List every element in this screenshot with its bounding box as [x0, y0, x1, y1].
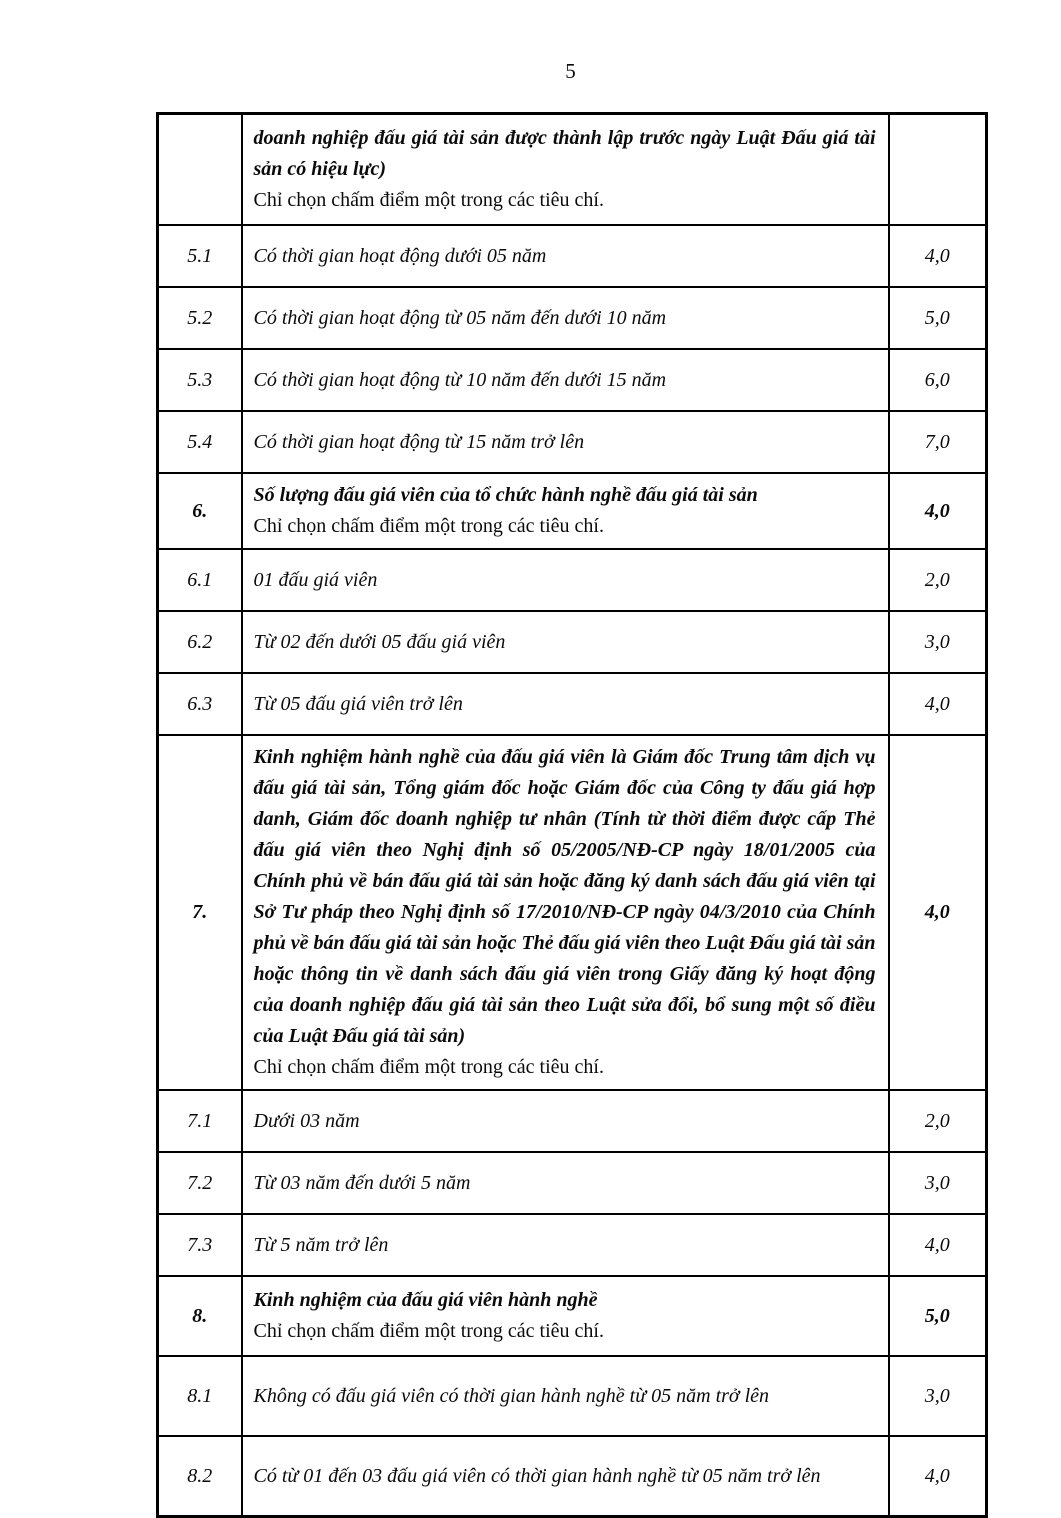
- row-score-cell: 4,0: [889, 735, 987, 1090]
- row-number-cell: 5.3: [158, 349, 242, 411]
- page-number: 5: [565, 59, 576, 83]
- row-number-cell: 7.2: [158, 1152, 242, 1214]
- row-desc-cell: [242, 114, 889, 226]
- row-criterion-text: Từ 05 đấu giá viên trở lên: [253, 692, 463, 715]
- table-row: [158, 1356, 987, 1436]
- table-row: [158, 114, 987, 226]
- row-number-cell: 6.: [158, 473, 242, 549]
- row-title: Kinh nghiệm hành nghề của đấu giá viên là Giám đốc Trung tâm dịch vụ đấu giá tài sản, Tổng giám đốc hoặc Giám đốc của Công ty đấu giá hợp danh, Giám đốc doanh nghiệp tư nhân (Tính từ thời điểm được cấp Thẻ đấu giá viên theo Nghị định số 05/2005/NĐ-CP ngày 18/01/2005 của Chính phủ về bán đấu giá tài sản hoặc đăng ký danh sách đấu giá viên tại Sở Tư pháp theo Nghị định số 17/2010/NĐ-CP ngày 04/3/2010 của Chính phủ về bán đấu giá tài sản hoặc Thẻ đấu giá viên theo Luật Đấu giá tài sản hoặc thông tin về danh sách đấu giá viên trong Giấy đăng ký hoạt động của doanh nghiệp đấu giá tài sản theo Luật sửa đổi, bổ sung một số điều của Luật Đấu giá tài sản): [253, 746, 876, 1047]
- table-row: [158, 411, 987, 473]
- row-criterion-text: Từ 03 năm đến dưới 5 năm: [253, 1171, 471, 1194]
- row-number-cell: 6.2: [158, 611, 242, 673]
- row-number-cell: 7.3: [158, 1214, 242, 1276]
- row-score-cell: 2,0: [889, 549, 987, 611]
- row-criterion-text: Có thời gian hoạt động từ 05 năm đến dưới 10 năm: [253, 306, 667, 329]
- table-row: [158, 225, 987, 287]
- row-score-cell: 4,0: [889, 473, 987, 549]
- table-row: [158, 287, 987, 349]
- row-title: Kinh nghiệm của đấu giá viên hành nghề: [253, 1289, 598, 1311]
- row-criterion-text: Không có đấu giá viên có thời gian hành nghề từ 05 năm trở lên: [253, 1384, 770, 1407]
- table-row: [158, 1214, 987, 1276]
- row-criterion-text: 01 đấu giá viên: [253, 568, 378, 591]
- row-score-cell: 2,0: [889, 1090, 987, 1152]
- row-score-cell: 4,0: [889, 1214, 987, 1276]
- criteria-table: [156, 112, 988, 1518]
- row-number-cell: 8.2: [158, 1436, 242, 1517]
- row-score-cell: 3,0: [889, 611, 987, 673]
- table-row: [158, 611, 987, 673]
- table-row: [158, 1436, 987, 1517]
- row-number-cell: 6.3: [158, 673, 242, 735]
- row-desc-cell: [242, 1436, 889, 1517]
- row-number-cell: 5.2: [158, 287, 242, 349]
- row-desc-cell: [242, 287, 889, 349]
- row-score-cell: [889, 114, 987, 226]
- row-desc-cell: [242, 411, 889, 473]
- row-note: Chỉ chọn chấm điểm một trong các tiêu chí.: [253, 189, 604, 211]
- row-desc-cell: [242, 225, 889, 287]
- row-score-cell: 6,0: [889, 349, 987, 411]
- row-number-cell: 5.1: [158, 225, 242, 287]
- row-desc-cell: [242, 349, 889, 411]
- row-score-cell: 3,0: [889, 1152, 987, 1214]
- row-desc-cell: [242, 611, 889, 673]
- row-score-cell: 5,0: [889, 287, 987, 349]
- row-desc-cell: [242, 1276, 889, 1356]
- table-row: [158, 1276, 987, 1356]
- row-title: doanh nghiệp đấu giá tài sản được thành lập trước ngày Luật Đấu giá tài sản có hiệu lực): [253, 127, 876, 180]
- row-desc-cell: [242, 1356, 889, 1436]
- row-criterion-text: Có thời gian hoạt động từ 10 năm đến dưới 15 năm: [253, 368, 667, 391]
- row-desc-cell: [242, 1214, 889, 1276]
- row-criterion-text: Từ 02 đến dưới 05 đấu giá viên: [253, 630, 506, 653]
- row-number-cell: 8.: [158, 1276, 242, 1356]
- row-title: Số lượng đấu giá viên của tổ chức hành nghề đấu giá tài sản: [253, 484, 758, 506]
- row-number-cell: 7.: [158, 735, 242, 1090]
- row-desc-cell: [242, 673, 889, 735]
- row-number-cell: 6.1: [158, 549, 242, 611]
- row-desc-cell: [242, 549, 889, 611]
- row-criterion-text: Có thời gian hoạt động dưới 05 năm: [253, 244, 547, 267]
- row-score-cell: 3,0: [889, 1356, 987, 1436]
- row-score-cell: 7,0: [889, 411, 987, 473]
- table-row: [158, 549, 987, 611]
- row-desc-cell: [242, 473, 889, 549]
- row-desc-cell: [242, 735, 889, 1090]
- row-score-cell: 4,0: [889, 1436, 987, 1517]
- row-number-cell: 7.1: [158, 1090, 242, 1152]
- row-criterion-text: Từ 5 năm trở lên: [253, 1233, 389, 1256]
- row-number-cell: [158, 114, 242, 226]
- table-row: [158, 673, 987, 735]
- table-row: [158, 349, 987, 411]
- row-score-cell: 4,0: [889, 225, 987, 287]
- row-criterion-text: Dưới 03 năm: [253, 1109, 360, 1132]
- table-row: [158, 473, 987, 549]
- row-note: Chỉ chọn chấm điểm một trong các tiêu chí.: [253, 515, 604, 537]
- row-number-cell: 5.4: [158, 411, 242, 473]
- row-criterion-text: Có từ 01 đến 03 đấu giá viên có thời gian hành nghề từ 05 năm trở lên: [253, 1464, 821, 1487]
- row-desc-cell: [242, 1152, 889, 1214]
- table-row: [158, 1090, 987, 1152]
- table-row: [158, 1152, 987, 1214]
- row-number-cell: 8.1: [158, 1356, 242, 1436]
- table-row: [158, 735, 987, 1090]
- row-note: Chỉ chọn chấm điểm một trong các tiêu chí.: [253, 1320, 604, 1342]
- row-score-cell: 4,0: [889, 673, 987, 735]
- row-desc-cell: [242, 1090, 889, 1152]
- row-criterion-text: Có thời gian hoạt động từ 15 năm trở lên: [253, 430, 585, 453]
- row-score-cell: 5,0: [889, 1276, 987, 1356]
- row-note: Chỉ chọn chấm điểm một trong các tiêu chí.: [253, 1056, 604, 1078]
